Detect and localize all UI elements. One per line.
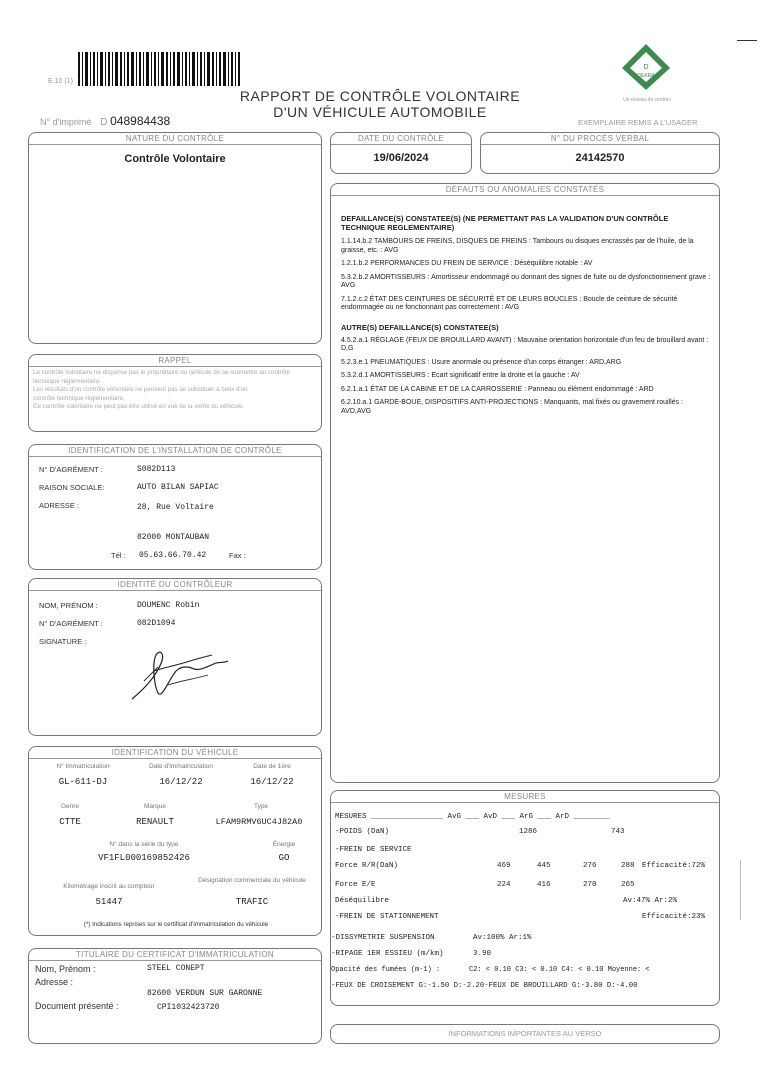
nature-controle-box <box>28 132 322 344</box>
installation-box <box>28 444 322 570</box>
defect-item: 6.2.10.a.1 GARDE-BOUE, DISPOSITIFS ANTI-PROJECTIONS : Manquants, mal fixés ou gravement rouillés : AVD,AVG <box>341 399 683 415</box>
dekra-logo <box>618 42 674 92</box>
adresse-line-1: 28, Rue Voltaire <box>137 503 214 512</box>
desequilibre-value: Av:47% Ar:2% <box>623 897 678 905</box>
imprime-number: 048984438 <box>110 114 171 128</box>
force-ee-value: 416 <box>537 881 551 889</box>
force-rr-efficacite: Efficacité:72% <box>642 862 706 870</box>
force-rr-value: 445 <box>537 862 551 870</box>
signature <box>124 641 234 707</box>
edge-line-vertical <box>740 860 741 920</box>
opacite-label: Opacité des fumées (m-1) : <box>331 966 441 974</box>
imprime-prefix: D <box>100 117 108 128</box>
km-label: Kilométrage inscrit au compteur <box>63 883 155 890</box>
date-controle-label: DATE DU CONTRÔLE <box>331 133 471 145</box>
informations-box <box>330 1024 720 1044</box>
force-ee-value: 265 <box>621 881 635 889</box>
logo-text: DEKRA <box>637 73 655 79</box>
document-presente-label: Document présenté : <box>35 1001 119 1011</box>
force-rr-value: 469 <box>497 862 511 870</box>
titulaire-nom-label: Nom, Prénom : <box>35 964 96 974</box>
titulaire-label: TITULAIRE DU CERTIFICAT D'IMMATRICULATION <box>29 949 321 961</box>
dissymetrie-label: -DISSYMETRIE SUSPENSION <box>331 934 435 942</box>
title-line-2: D'UN VÉHICULE AUTOMOBILE <box>273 104 487 120</box>
force-ee-label: Force E/E <box>335 881 376 889</box>
force-ee-value: 224 <box>497 881 511 889</box>
genre-value: CTTE <box>59 817 81 827</box>
vehicule-label: IDENTIFICATION DU VÉHICULE <box>29 747 321 759</box>
adresse-line-2: 82000 MONTAUBAN <box>137 533 210 542</box>
marque-value: RENAULT <box>136 817 174 827</box>
tel-label: Tél : <box>111 551 126 560</box>
force-rr-value: 276 <box>583 862 597 870</box>
force-rr-value: 288 <box>621 862 635 870</box>
serie-label: N° dans la série du type <box>109 841 179 848</box>
fax-label: Fax : <box>229 551 246 560</box>
serie-value: VF1FL000169852426 <box>98 853 190 863</box>
type-label: Type <box>253 803 269 810</box>
titulaire-box <box>28 948 322 1044</box>
poids-value: 1286 <box>519 828 538 836</box>
installation-label: IDENTIFICATION DE L'INSTALLATION DE CONTRÔLE <box>29 445 321 457</box>
rappel-line: technique réglementaire. <box>33 377 102 385</box>
titulaire-adresse-value: 82600 VERDUN SUR GARONNE <box>147 989 263 998</box>
date-controle-value: 19/06/2024 <box>373 152 429 164</box>
informations-label: INFORMATIONS IMPORTANTES AU VERSO <box>448 1029 602 1038</box>
signature-label: SIGNATURE : <box>39 637 87 646</box>
energie-value: GO <box>278 853 290 863</box>
defect-item: 5.3.2.b.2 AMORTISSEURS : Amortisseur endommagé ou donnant des signes de fuite ou de dysfonctionnement grave : AVG <box>341 273 711 289</box>
controleur-nom-value: DOUMENC Robin <box>137 601 200 610</box>
nature-controle-value: Contrôle Volontaire <box>124 153 226 165</box>
title-line-1: RAPPORT DE CONTRÔLE VOLONTAIRE <box>239 88 521 104</box>
raison-sociale-value: AUTO BILAN SAPIAC <box>137 483 219 492</box>
rappel-label: RAPPEL <box>29 355 321 367</box>
mesures-header: MESURES ________________ AvG ___ AvD ___ ArG ___ ArD ________ <box>335 813 610 821</box>
mesures-label: MESURES <box>331 791 719 803</box>
force-ee-value: 270 <box>583 881 597 889</box>
proces-verbal-label: N° DU PROCÈS VERBAL <box>481 133 719 145</box>
type-value: LFAM9RMV6UC4J82A0 <box>215 817 303 827</box>
edge-line <box>737 40 757 41</box>
rappel-line: contrôle technique réglementaire. <box>33 394 125 402</box>
defect-item: 5.2.3.e.1 PNEUMATIQUES : Usure anormale ou présence d'un corps étranger : ARD,ARG <box>341 358 622 366</box>
defauts-label: DÉFAUTS OU ANOMALIES CONSTATÉS <box>331 184 719 196</box>
defauts-content <box>341 214 711 416</box>
controleur-label: IDENTITÉ DU CONTRÔLEUR <box>29 579 321 591</box>
controleur-agrement-value: 082D1094 <box>137 619 176 628</box>
rappel-text <box>33 369 317 412</box>
poids-value: 743 <box>611 828 625 836</box>
signature-graphic <box>124 641 234 707</box>
titulaire-adresse-label: Adresse : <box>35 977 74 987</box>
raison-sociale-label: RAISON SOCIALE: <box>39 483 105 492</box>
date-1ere-label: Date de 1ère <box>253 763 291 770</box>
document-title <box>200 88 560 120</box>
defect-item: 6.2.1.a.1 ÉTAT DE LA CABINE ET DE LA CARROSSERIE : Panneau ou élément endommagé : ARD <box>341 385 654 393</box>
immat-label: N° Immatriculation <box>56 763 110 770</box>
tel-value: 05.63.66.70.42 <box>139 551 207 560</box>
date-immat-label: Date d'immatriculation <box>148 763 214 770</box>
controleur-agrement-label: N° D'AGRÉMENT : <box>39 619 103 628</box>
date-controle-box <box>330 132 472 174</box>
ripage-label: -RIPAGE 1ER ESSIEU (m/km) <box>331 950 444 958</box>
vehicule-note: (*) Indications reprises sur le certificat d'immatriculation du véhicule <box>83 921 269 928</box>
section2-title: AUTRE(S) DEFAILLANCE(S) CONSTATEE(S) <box>341 322 499 332</box>
mesures-box <box>330 790 720 1006</box>
force-rr-label: Force R/R(DaN) <box>335 862 399 870</box>
imprime-number-row <box>40 114 170 128</box>
barcode <box>78 52 240 86</box>
imprime-label: N° d'imprimé <box>40 117 92 127</box>
energie-label: Énergie <box>272 841 296 848</box>
feux-line: -FEUX DE CROISEMENT G:-1.50 D:-2.20-FEUX DE BROUILLARD G:-3.80 D:-4.00 <box>331 982 638 990</box>
form-code: E.10 (1) <box>48 78 73 85</box>
defauts-box <box>330 183 720 783</box>
controleur-box <box>28 578 322 736</box>
opacite-value: C2: < 0.10 C3: < 0.10 C4: < 0.10 Moyenne: < <box>469 966 650 974</box>
frein-stationnement-efficacite: Efficacité:23% <box>642 913 706 921</box>
frein-stationnement-label: -FREIN DE STATIONNEMENT <box>335 913 439 921</box>
rappel-line: Les résultats d'un contrôle volontaire ne peuvent pas se substituer à ceux d'un <box>33 386 248 393</box>
svg-text:D: D <box>643 64 649 71</box>
defect-item: 7.1.2.c.2 ÉTAT DES CEINTURES DE SÉCURITÉ ET DE LEURS BOUCLES : Boucle de ceinture de sécurité endommagée ou ne fonctionnant pas correctement : AVG <box>341 295 678 311</box>
dissymetrie-value: Av:100% Ar:1% <box>473 934 532 942</box>
designation-label: Désignation commerciale du véhicule <box>198 877 306 884</box>
barcode-graphic <box>78 52 240 86</box>
designation-value: TRAFIC <box>235 897 269 907</box>
adresse-label: ADRESSE : <box>39 501 80 510</box>
agrement-value: S082D113 <box>137 465 176 474</box>
ripage-value: 3.90 <box>473 950 492 958</box>
poids-label: -POIDS (DaN) <box>335 828 390 836</box>
rappel-line: Le contrôle volontaire ne dispense pas le propriétaire du véhicule de se soumettre au contrôle <box>33 369 290 376</box>
defect-item: 5.3.2.d.1 AMORTISSEURS : Ecart significatif entre la droite et la gauche : AV <box>341 372 580 379</box>
rappel-line: Ce contrôle volontaire ne peut pas être utilisé en vue de la vente du véhicule. <box>33 403 245 410</box>
date-immat-value: 16/12/22 <box>159 777 203 787</box>
section1-title: DEFAILLANCE(S) CONSTATEE(S) (NE PERMETTANT PAS LA VALIDATION D'UN CONTRÔLE TECHNIQUE REGLEMENTAIRE) <box>341 214 669 232</box>
titulaire-nom-value: STEEL CONEPT <box>147 964 205 973</box>
frein-service-label: -FREIN DE SERVICE <box>335 846 412 854</box>
genre-label: Genre <box>60 803 80 810</box>
logo-subtext: Un réseau de centres <box>623 97 671 103</box>
rappel-box <box>28 354 322 432</box>
vehicule-box <box>28 746 322 936</box>
dekra-logo-icon <box>618 42 674 92</box>
exemplaire-usager: EXEMPLAIRE REMIS A L'USAGER <box>578 118 698 127</box>
document-presente-value: CPI1032423720 <box>157 1003 220 1012</box>
agrement-label: N° D'AGRÉMENT : <box>39 465 103 474</box>
proces-verbal-box <box>480 132 720 174</box>
defect-item: 1.1.14.b.2 TAMBOURS DE FREINS, DISQUES DE FREINS : Tambours ou disques encrassés par de l'huile, de la graisse, etc. : AVG <box>341 238 694 254</box>
defect-item: 4.5.2.a.1 RÉGLAGE (FEUX DE BROUILLARD AVANT) : Mauvaise orientation horizontale d'un feu de brouillard avant : D,G <box>341 336 709 352</box>
immat-value: GL-611-DJ <box>58 777 108 787</box>
controleur-nom-label: NOM, PRÉNOM : <box>39 601 98 610</box>
nature-controle-label: NATURE DU CONTRÔLE <box>29 133 321 145</box>
defect-item: 1.2.1.b.2 PERFORMANCES DU FREIN DE SERVICE : Déséquilibre notable : AV <box>341 260 593 267</box>
km-value: 51447 <box>95 897 123 907</box>
desequilibre-label: Déséquilibre <box>335 897 390 905</box>
date-1ere-value: 16/12/22 <box>250 777 294 787</box>
proces-verbal-value: 24142570 <box>575 152 625 164</box>
marque-label: Marque <box>143 803 167 810</box>
